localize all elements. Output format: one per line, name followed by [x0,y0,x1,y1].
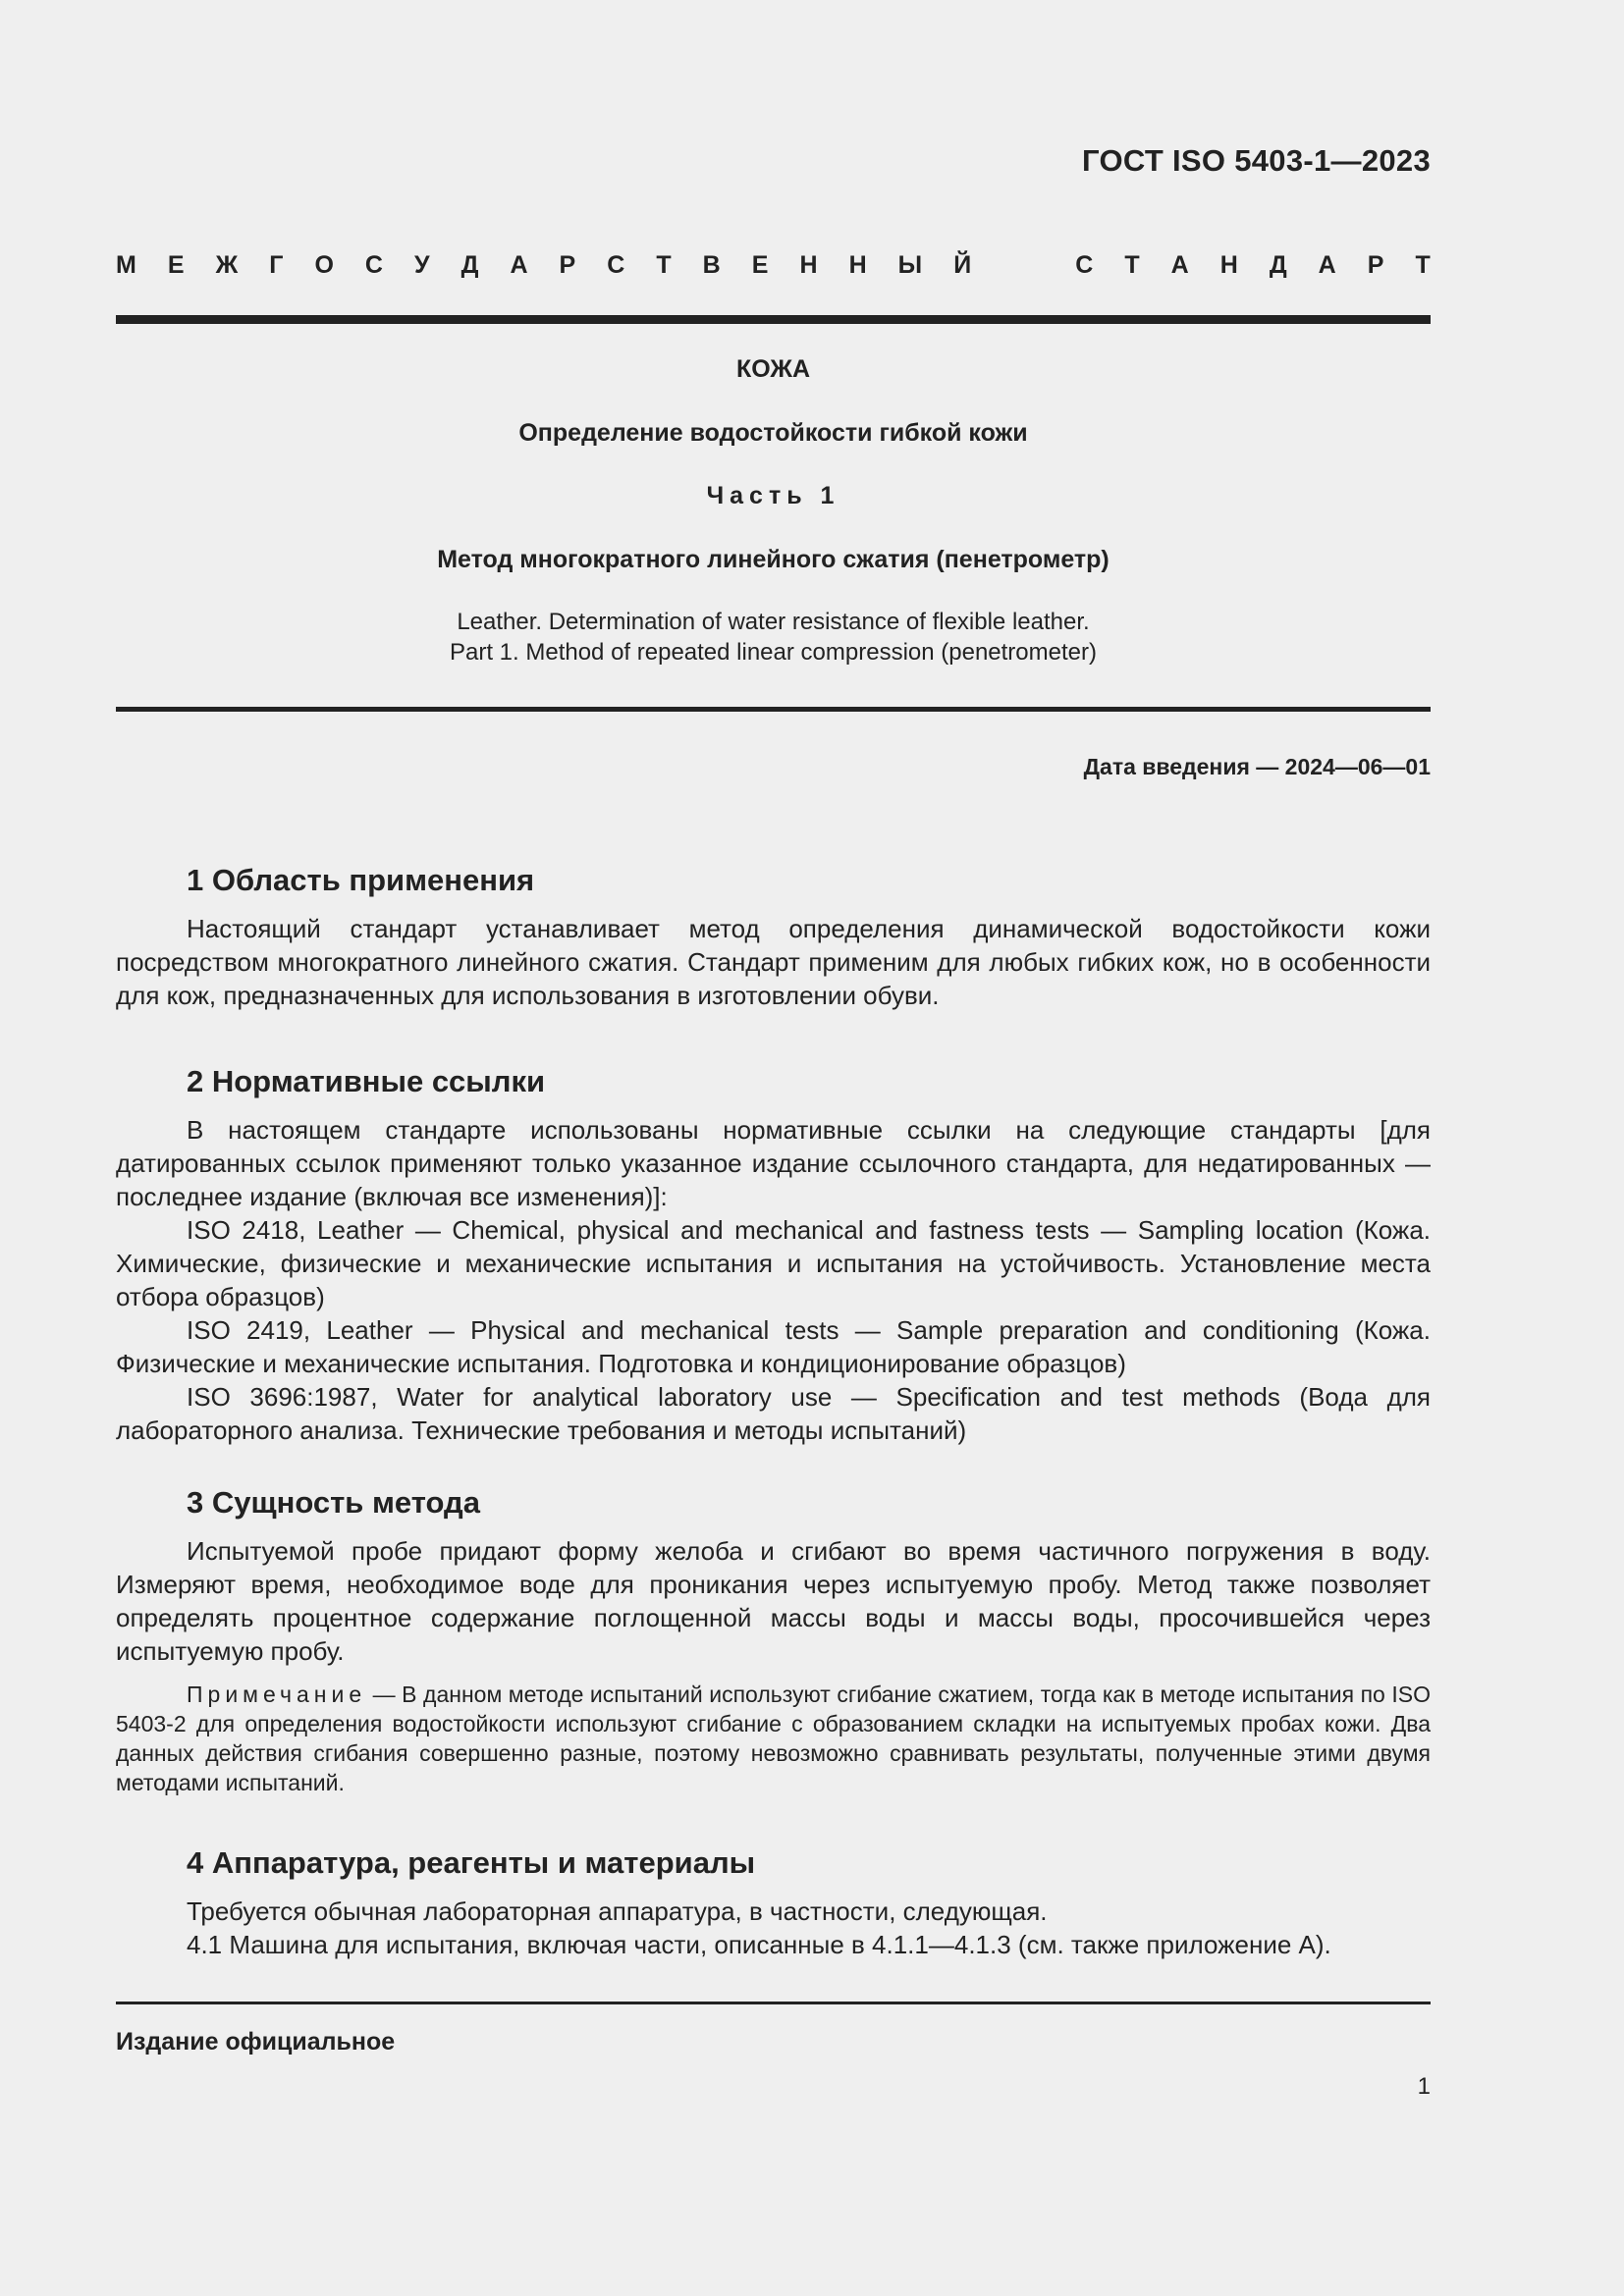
interstate-letter: Н [1219,251,1238,279]
interstate-letter: Ы [897,251,923,279]
interstate-letter: У [414,251,430,279]
section-4-item-4-1: 4.1 Машина для испытания, включая части, описанные в 4.1.1—4.1.3 (см. также приложение А). [187,1930,1331,1959]
footer-rule [116,2002,1431,2004]
interstate-letter: Р [559,251,576,279]
interstate-letter: Г [269,251,284,279]
reference-iso-2418: ISO 2418, Leather — Chemical, physical and mechanical and fastness tests — Sampling location (Кожа. Химические, физические и механические испытания и испытания на устойчивость. Установление места отбора образцов) [116,1215,1431,1311]
note-label: Примечание [187,1682,367,1707]
interstate-letter: Т [1124,251,1140,279]
title-part: Часть 1 [706,482,840,509]
interstate-letter: А [510,251,528,279]
title-main: КОЖА [735,355,811,383]
section-3-note [116,1680,1431,1797]
word-gap [1002,251,1044,280]
title-method: Метод многократного линейного сжатия (пенетрометр) [437,546,1110,573]
interstate-letter: С [364,251,383,279]
interstate-standard-heading [116,251,1431,280]
interstate-letter: Е [167,251,185,279]
interstate-letter: А [1318,251,1336,279]
interstate-letter: Р [1367,251,1384,279]
page-number: 1 [1417,2073,1431,2100]
title-english-line2: Part 1. Method of repeated linear compression (penetrometer) [449,639,1097,666]
title-english-line1: Leather. Determination of water resistance of flexible leather. [457,609,1090,635]
section-4-paragraph: Требуется обычная лабораторная аппаратура, в частности, следующая. [187,1896,1048,1926]
section-3 [116,1483,1431,1797]
interstate-letter: Д [460,251,479,279]
section-4 [116,1843,1431,1961]
header-rule [116,315,1431,324]
interstate-letter: Т [656,251,672,279]
title-english [116,607,1431,667]
interstate-letter: О [314,251,334,279]
section-2-paragraph: В настоящем стандарте использованы нормативные ссылки на следующие стандарты [для датированных ссылок применяют только указанное издание ссылочного стандарта, для недатированных — последнее издание (включая все изменения)]: [116,1115,1431,1211]
interstate-letter: М [116,251,136,279]
interstate-letter: Д [1269,251,1287,279]
reference-iso-2419: ISO 2419, Leather — Physical and mechanical tests — Sample preparation and conditioning (Кожа. Физические и механические испытания. Подготовка и кондиционирование образцов) [116,1315,1431,1378]
interstate-letter: Т [1415,251,1431,279]
note-text: — В данном методе испытаний используют сгибание сжатием, тогда как в методе испытания по ISO 5403-2 для определения водостойкости используют сгибание с образованием складки на испытуемых пробах кожи. Два данных действия сгибания совершенно разные, поэтому невозможно сравнивать результаты, полученные этими двумя методами испытаний. [116,1682,1431,1795]
interstate-letter: А [1170,251,1189,279]
section-2 [116,1062,1431,1447]
section-4-heading: 4 Аппаратура, реагенты и материалы [187,1845,756,1880]
interstate-letter: В [702,251,721,279]
section-1 [116,861,1431,1012]
reference-iso-3696: ISO 3696:1987, Water for analytical laboratory use — Specification and test methods (Вода для лабораторного анализа. Технические требования и методы испытаний) [116,1382,1431,1445]
document-number: ГОСТ ISO 5403-1—2023 [1082,143,1431,178]
interstate-letter: Н [848,251,867,279]
interstate-letter: С [1075,251,1094,279]
official-edition-label: Издание официальное [116,2028,396,2056]
section-1-heading: 1 Область применения [187,863,535,897]
section-2-heading: 2 Нормативные ссылки [187,1064,546,1098]
section-3-heading: 3 Сущность метода [187,1485,480,1520]
title-rule [116,707,1431,712]
interstate-letter: С [607,251,625,279]
section-3-paragraph: Испытуемой пробе придают форму желоба и сгибают во время частичного погружения в воду. Измеряют время, необходимое воде для проникания через испытуемую пробу. Метод также позволяет определять процентное содержание поглощенной массы воды и массы воды, просочившейся через испытуемую пробу. [116,1536,1431,1666]
interstate-letter: Н [799,251,818,279]
interstate-letter: Ж [215,251,239,279]
interstate-letter: Й [953,251,972,279]
title-subtitle: Определение водостойкости гибкой кожи [518,419,1028,447]
date-of-introduction: Дата введения — 2024—06—01 [1083,754,1431,779]
document-page [116,0,1431,2296]
section-1-paragraph: Настоящий стандарт устанавливает метод определения динамической водостойкости кожи посредством многократного линейного сжатия. Стандарт применим для любых гибких кож, но в особенности для кож, предназначенных для использования в изготовлении обуви. [116,914,1431,1010]
interstate-letter: Е [751,251,769,279]
